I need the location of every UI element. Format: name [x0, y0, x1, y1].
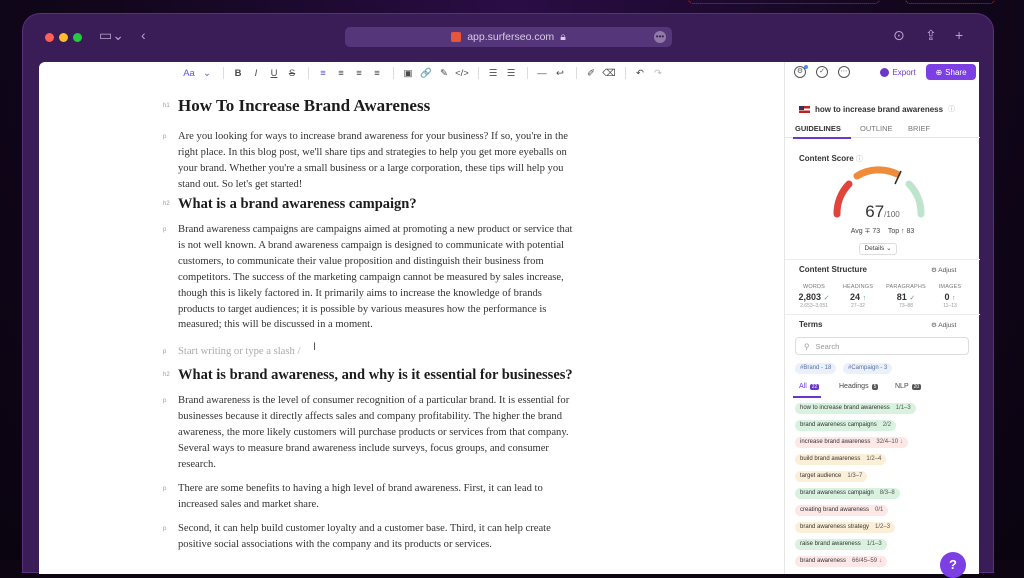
- term-chip[interactable]: [795, 539, 887, 550]
- top-score: Top ↑ 83: [887, 228, 915, 235]
- check-icon: ✓: [909, 295, 916, 302]
- editor-toolbar: [39, 62, 784, 84]
- stat-range: 27–32: [851, 303, 865, 309]
- terms-title: Terms: [799, 320, 823, 329]
- decorative-outline: [688, 0, 880, 4]
- sidebar-tabs: [785, 120, 980, 138]
- share-button[interactable]: [926, 64, 976, 80]
- paragraph-text[interactable]: There are some benefits to having a high level of brand awareness. First, it can lead to increased sales and market share.: [178, 483, 543, 510]
- arrow-up-icon: ↑: [862, 295, 867, 302]
- align-justify-button[interactable]: ≡: [374, 67, 380, 79]
- toolbar-divider: [478, 67, 479, 79]
- export-button[interactable]: [873, 64, 923, 80]
- browser-chrome: [23, 14, 993, 60]
- term-chip[interactable]: [795, 420, 896, 431]
- url-bar[interactable]: [345, 27, 672, 47]
- stat-label: WORDS: [802, 284, 826, 290]
- filter-count: 20: [913, 383, 920, 390]
- stat-range: 11–13: [943, 303, 957, 309]
- share-icon: ⊕: [935, 67, 943, 77]
- terms-search-input[interactable]: [795, 337, 969, 355]
- new-tab-icon[interactable]: +: [955, 27, 964, 43]
- term-chip[interactable]: [795, 488, 900, 499]
- paragraph-text[interactable]: Brand awareness campaigns are campaigns aimed at promoting a new product or service that is not well known. A brand awareness campaign is designed to communicate with potential customers, to communicate their value proposition and distinguish their business from competitors. The success of the marketing campaign cannot be measured by sales increase, though this is likely factored in. It primarily aims to increase the knowledge of brands products to target audiences; it is possible by various measures how the performance is measured; this will be discussed in a moment.: [178, 224, 573, 331]
- align-left-button[interactable]: ≡: [320, 67, 326, 79]
- filter-count: 5: [873, 383, 877, 390]
- stat-paragraphs: [883, 284, 929, 309]
- browser-window: [22, 13, 994, 573]
- align-center-button[interactable]: ≡: [338, 67, 344, 79]
- stat-label: IMAGES: [938, 284, 962, 290]
- more-options-icon[interactable]: ⋯: [838, 66, 850, 78]
- gauge-segment-mid: [857, 170, 897, 176]
- decorative-outline: [905, 0, 995, 4]
- toolbar-divider: [308, 67, 309, 79]
- download-icon[interactable]: ⊙: [893, 27, 905, 43]
- block-tag-p: p: [163, 398, 167, 404]
- stat-headings: [835, 284, 881, 309]
- clear-format-icon[interactable]: ⌫: [602, 67, 616, 79]
- score-max: /100: [884, 210, 900, 219]
- keyword-text: how to increase brand awareness: [815, 104, 944, 114]
- toolbar-divider: [527, 67, 528, 79]
- lock-icon: 🔒︎: [560, 30, 566, 43]
- editor-pane: [39, 62, 784, 574]
- document-title[interactable]: How To Increase Brand Awareness: [178, 96, 431, 115]
- line-break-icon[interactable]: ↩: [556, 67, 564, 79]
- share-label: Share: [945, 67, 967, 77]
- bold-button[interactable]: B: [234, 67, 242, 79]
- filter-tab-headings[interactable]: [839, 383, 878, 390]
- filter-tab-all[interactable]: [799, 383, 819, 390]
- export-label: Export: [892, 67, 916, 77]
- content-structure-title: Content Structure: [799, 265, 867, 274]
- more-options-icon[interactable]: •••: [655, 32, 665, 41]
- paragraph-text[interactable]: Second, it can help build customer loyalty and a customer base. Third, it can help create positive social associations with the company and its products or services.: [178, 523, 551, 550]
- term-count: 1/3–7: [847, 473, 863, 479]
- block-tag-p: p: [163, 134, 167, 140]
- stat-label: HEADINGS: [842, 284, 874, 290]
- term-chip[interactable]: [795, 556, 887, 567]
- divider: [785, 314, 980, 315]
- guidelines-sidebar: [784, 62, 979, 574]
- undo-icon[interactable]: ↶: [636, 67, 644, 79]
- share-page-icon[interactable]: ⇪: [925, 27, 937, 43]
- arrow-down-icon: ↓: [877, 558, 882, 564]
- paragraph-text[interactable]: Brand awareness is the level of consumer recognition of a particular brand. It is essential for businesses because it directly affects sales and company profitability. The higher the brand awareness, the more likely customers will purchase products or services from that company. Several ways to measure brand awareness include surveys, focus groups, and consumer research.: [178, 395, 570, 470]
- settings-gear-icon[interactable]: ⚙: [794, 66, 806, 78]
- us-flag-icon: [799, 106, 810, 113]
- filter-label: All: [799, 383, 807, 390]
- block-tag-h2: h2: [163, 201, 170, 207]
- term-text: creating brand awareness: [800, 507, 870, 513]
- underline-button[interactable]: U: [270, 67, 278, 79]
- image-icon[interactable]: ▣: [403, 67, 413, 79]
- score-number: 67: [865, 202, 885, 221]
- redo-icon[interactable]: ↷: [654, 67, 662, 79]
- block-tag-h2: h2: [163, 372, 170, 378]
- term-text: brand awareness campaign: [800, 490, 874, 496]
- site-favicon-icon: [451, 32, 461, 42]
- term-chip[interactable]: [795, 522, 895, 533]
- avg-score: Avg ∓ 73: [850, 228, 881, 235]
- section-heading[interactable]: What is a brand awareness campaign?: [178, 196, 417, 212]
- term-text: build brand awareness: [800, 456, 861, 462]
- url-text: app.surferseo.com: [467, 31, 555, 43]
- term-count: 1/2–3: [875, 524, 891, 530]
- back-arrow-icon[interactable]: ‹: [141, 27, 146, 43]
- block-tag-p: p: [163, 227, 167, 233]
- horizontal-rule-icon[interactable]: —: [537, 67, 547, 79]
- numbered-list-icon[interactable]: ☰: [506, 67, 516, 79]
- stat-value: 81: [896, 292, 907, 302]
- term-count: 66/45–59: [852, 558, 878, 564]
- topic-chip[interactable]: #Campaign - 3: [843, 363, 892, 374]
- stat-value: 24: [849, 292, 860, 302]
- content-score-label: Content Score: [799, 154, 854, 163]
- term-count: 0/1: [875, 507, 884, 513]
- toolbar-divider: [393, 67, 394, 79]
- search-icon: ⚲: [804, 341, 810, 351]
- highlight-icon[interactable]: ✎: [440, 67, 448, 79]
- sidebar-toggle-icon[interactable]: ▭⌄: [99, 27, 124, 43]
- sidebar-header: [785, 62, 980, 84]
- block-tag-h1: h1: [163, 103, 170, 109]
- term-count: 8/3–8: [879, 490, 895, 496]
- filter-tab-nlp[interactable]: [895, 383, 921, 390]
- notification-dot: [804, 65, 808, 69]
- section-heading[interactable]: What is brand awareness, and why is it essential for businesses?: [178, 367, 573, 383]
- arrow-up-icon: ↑: [952, 295, 956, 302]
- term-text: brand awareness campaigns: [800, 422, 877, 428]
- tab-guidelines[interactable]: GUIDELINES: [795, 124, 841, 133]
- bullet-list-icon[interactable]: ☰: [488, 67, 498, 79]
- maximize-window-button[interactable]: [73, 33, 82, 42]
- align-right-button[interactable]: ≡: [356, 67, 362, 79]
- target-keyword: [799, 104, 955, 114]
- active-filter-indicator: [793, 396, 821, 398]
- code-icon[interactable]: </>: [455, 67, 469, 79]
- check-icon[interactable]: ✓: [816, 66, 828, 78]
- stat-images: [927, 284, 973, 309]
- term-count: 1/1–3: [866, 541, 882, 547]
- content-score-value: [785, 202, 980, 222]
- info-icon[interactable]: ⓘ: [855, 156, 863, 163]
- term-chip[interactable]: [795, 471, 867, 482]
- stat-value: 2,803: [798, 292, 822, 302]
- adjust-structure-button[interactable]: ⚙︎ Adjust: [931, 267, 957, 274]
- avg-top-scores: [785, 227, 980, 235]
- filter-label: Headings: [839, 383, 869, 390]
- info-icon[interactable]: ⓘ: [948, 106, 956, 113]
- active-tab-indicator: [793, 137, 851, 139]
- block-tag-p: p: [163, 349, 167, 355]
- format-painter-icon[interactable]: ✐: [587, 67, 595, 79]
- term-text: brand awareness strategy: [800, 524, 870, 530]
- divider: [785, 259, 980, 260]
- stat-range: 2,653–3,051: [800, 303, 828, 309]
- help-button[interactable]: ?: [940, 552, 966, 578]
- arrow-down-icon: ↓: [898, 439, 903, 445]
- stat-words: [791, 284, 837, 309]
- text-cursor-icon: I: [313, 341, 317, 353]
- adjust-terms-button[interactable]: ⚙︎ Adjust: [931, 322, 957, 329]
- toolbar-divider: [576, 67, 577, 79]
- search-placeholder: Search: [815, 341, 840, 351]
- term-chip[interactable]: [795, 505, 888, 516]
- link-icon[interactable]: 🔗: [420, 67, 432, 79]
- tab-brief[interactable]: BRIEF: [908, 124, 931, 133]
- toolbar-divider: [223, 67, 224, 79]
- filter-count: 22: [811, 383, 818, 390]
- term-count: 32/4–10: [876, 439, 899, 445]
- block-tag-p: p: [163, 486, 167, 492]
- close-window-button[interactable]: [45, 33, 54, 42]
- filter-label: NLP: [895, 383, 909, 390]
- chevron-down-icon[interactable]: ⌄: [203, 67, 211, 79]
- term-text: how to increase brand awareness: [800, 405, 890, 411]
- surfer-app: [39, 62, 979, 574]
- stat-range: 73–88: [899, 303, 913, 309]
- details-button[interactable]: Details ⌄: [859, 243, 897, 255]
- term-text: brand awareness: [800, 558, 847, 564]
- term-text: target audience: [800, 473, 842, 479]
- placeholder-text[interactable]: Start writing or type a slash /: [178, 346, 301, 357]
- check-icon: ✓: [823, 295, 830, 302]
- adjust-label: Adjust: [938, 322, 957, 329]
- block-tag-p: p: [163, 526, 167, 532]
- term-chip[interactable]: [795, 403, 916, 414]
- strikethrough-button[interactable]: S: [288, 67, 296, 79]
- font-style-dropdown[interactable]: Aa: [183, 67, 195, 79]
- stat-label: PARAGRAPHS: [886, 284, 926, 290]
- term-text: raise brand awareness: [800, 541, 861, 547]
- term-count: 2/2: [882, 422, 892, 428]
- adjust-label: Adjust: [938, 267, 957, 274]
- wordpress-icon: [880, 68, 889, 77]
- term-chip[interactable]: [795, 437, 908, 448]
- term-chip[interactable]: [795, 454, 886, 465]
- paragraph-text[interactable]: Are you looking for ways to increase brand awareness for your business? If so, you're in the right place. In this blog post, we'll share tips and strategies to help you get more eyeballs on your brand. Whether you're a small business or a large corporation, these tips will help you stand out. So let's get started!: [178, 131, 568, 190]
- italic-button[interactable]: I: [254, 67, 258, 79]
- tab-outline[interactable]: OUTLINE: [860, 124, 893, 133]
- term-text: increase brand awareness: [800, 439, 871, 445]
- term-count: 1/1–3: [895, 405, 911, 411]
- topic-chip[interactable]: #Brand - 18: [795, 363, 836, 374]
- stat-value: 0: [944, 292, 950, 302]
- toolbar-divider: [625, 67, 626, 79]
- term-count: 1/2–4: [866, 456, 882, 462]
- minimize-window-button[interactable]: [59, 33, 68, 42]
